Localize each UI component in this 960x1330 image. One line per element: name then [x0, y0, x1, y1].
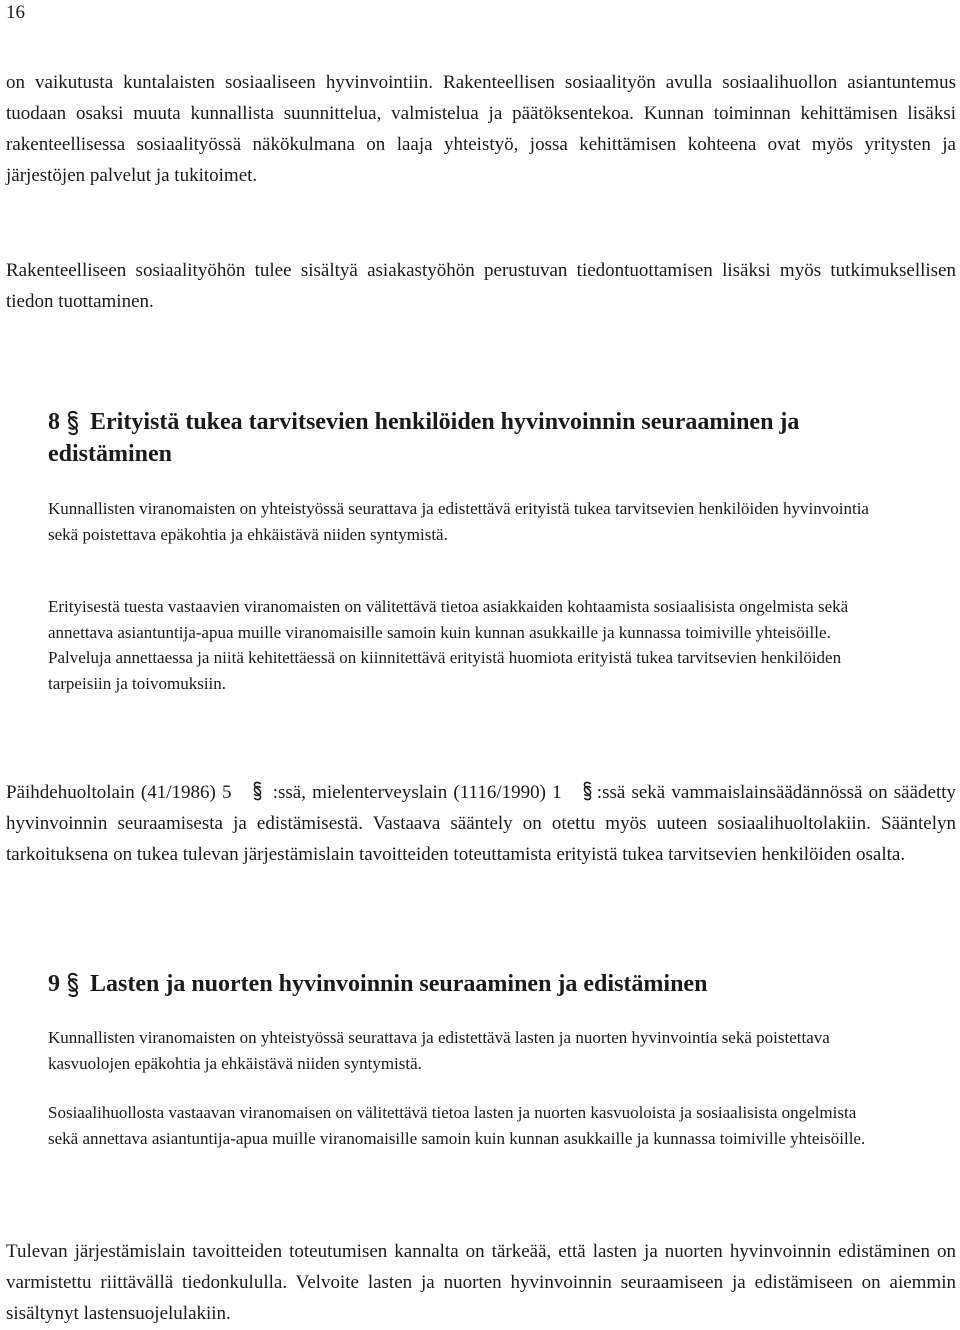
commentary-8-part-2: :ssä, mielenterveyslain (1116/1990) 1: [272, 782, 562, 803]
section-8-heading: [48, 406, 928, 470]
section-9-paragraph-1: Kunnallisten viranomaisten on yhteistyössä seurattava ja edistettävä lasten ja nuorten hyvinvointia sekä poistettava kasvuolojen epäkohtia ja ehkäistävä niiden syntymistä.: [48, 1028, 830, 1073]
paragraph-research-knowledge: Rakenteelliseen sosiaalityöhön tulee sisältyä asiakastyöhön perustuvan tiedontuottamisen lisäksi myös tutkimuksellisen tiedon tuottaminen.: [6, 260, 956, 312]
section-sign-icon: [568, 782, 597, 803]
section-8-number: 8: [48, 409, 60, 435]
commentary-section-9: Tulevan järjestämislain tavoitteiden toteutumisen kannalta on tärkeää, että lasten ja nuorten hyvinvoinnin edistäminen on varmistettu riittävällä tiedonkululla. Velvoite lasten ja nuorten hyvinvoinnin seuraamiseen ja edistämiseen on aiemmin sisältynyt lastensuojelulakiin.: [6, 1241, 956, 1324]
section-sign-icon: [66, 972, 80, 998]
commentary-8-part-3: :ssä sekä vammaislainsäädännössä on säädetty hyvinvoinnin seuraamisesta ja edistämisestä. Vastaava sääntely on otettu myös uuteen sosiaalihuoltolakiin. Sääntelyn tarkoituksena on tukea tulevan järjestämislain tavoitteiden toteuttamista erityistä tukea tarvitsevien henkilöiden osalta.: [6, 782, 957, 865]
paragraph-structural-social-work: on vaikutusta kuntalaisten sosiaaliseen hyvinvointiin. Rakenteellisen sosiaalityön avulla sosiaalihuollon asiantuntemus tuodaan osaksi muuta kunnallista suunnittelua, valmistelua ja päätöksentekoa. Kunnan toiminnan kehittämisen lisäksi rakenteellisessa sosiaalityössä näkökulmana on laaja yhteistyö, jossa kehittämisen kohteena ovat myös yritysten ja järjestöjen palvelut ja tukitoimet.: [6, 72, 956, 186]
section-8-paragraph-2: Erityisestä tuesta vastaavien viranomaisten on välitettävä tietoa asiakkaiden kohtaamista sosiaalisista ongelmista sekä annettava asiantuntija-apua muille viranomaisille samoin kuin kunnan asukkaille ja kunnassa toimiville yhteisöille. Palveluja annettaessa ja niitä kehitettäessä on kiinnitettävä erityistä huomiota erityistä tukea tarvitsevien henkilöiden tarpeisiin ja toivomuksiin.: [48, 597, 849, 693]
section-9-title: Lasten ja nuorten hyvinvoinnin seuraaminen ja edistäminen: [90, 971, 708, 997]
section-9-paragraph-2: Sosiaalihuollosta vastaavan viranomaisen on välitettävä tietoa lasten ja nuorten kasvuoloista ja sosiaalisista ongelmista sekä annettava asiantuntija-apua muille viranomaisille samoin kuin kunnan asukkaille ja kunnassa toimiville yhteisöille.: [48, 1103, 866, 1148]
commentary-section-8: [6, 777, 956, 870]
section-9-heading: [48, 968, 928, 1000]
section-8-paragraph-1: Kunnallisten viranomaisten on yhteistyössä seurattava ja edistettävä erityistä tukea tarvitsevien henkilöiden hyvinvointia sekä poistettava epäkohtia ja ehkäistävä niiden syntymistä.: [48, 499, 869, 544]
section-8-title: Erityistä tukea tarvitsevien henkilöiden hyvinvoinnin seuraaminen ja edistäminen: [48, 409, 800, 467]
section-9-number: 9: [48, 971, 60, 997]
page-number: 16: [6, 2, 25, 23]
section-sign-icon: [66, 410, 80, 436]
section-sign-icon: [238, 782, 273, 803]
commentary-8-part-1: Päihdehuoltolain (41/1986) 5: [6, 782, 232, 803]
